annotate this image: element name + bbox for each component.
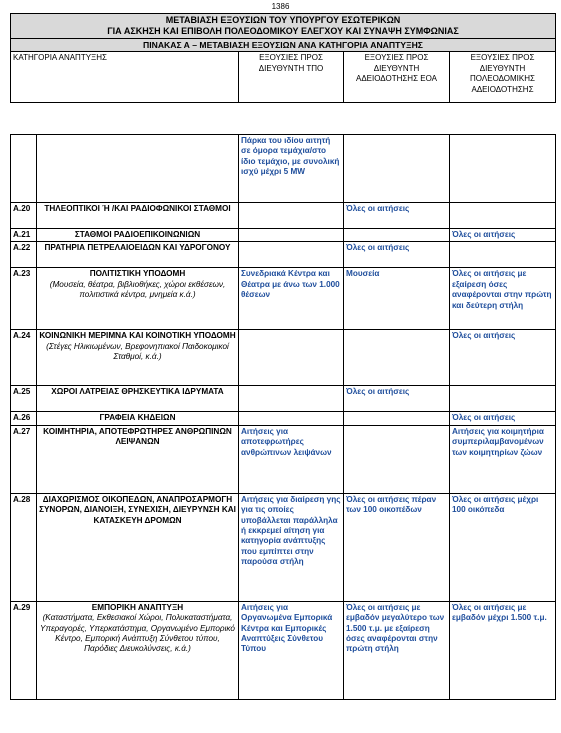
category-name: ΕΜΠΟΡΙΚΗ ΑΝΑΠΤΥΞΗ	[91, 602, 184, 612]
category-name: ΠΟΛΙΤΙΣΤΙΚΗ ΥΠΟΔΟΜΗ	[89, 269, 186, 279]
table-row	[11, 203, 556, 229]
table-row	[11, 330, 556, 386]
table-subtitle: ΠΙΝΑΚΑΣ Α – ΜΕΤΑΒΙΑΣΗ ΕΞΟΥΣΙΩΝ ΑΝΑ ΚΑΤΗΓΟΡΙΑ ΑΝΑΠΤΥΞΗΣ	[11, 39, 556, 52]
authority-eoa-cell: Όλες οι αιτήσεις πέραν των 100 οικοπέδων	[344, 493, 450, 601]
authority-tpo-cell	[239, 242, 344, 268]
authority-eoa-cell: Όλες οι αιτήσεις με εμβαδόν μεγαλύτερο των 1.500 τ.μ. με εξαίρεση όσες αναφέρονται στην πρώτη στήλη	[344, 601, 450, 699]
category-name-cell	[37, 268, 239, 330]
category-name-cell	[37, 493, 239, 601]
authority-tpo-cell	[239, 330, 344, 386]
column-header-eoa: ΕΞΟΥΣΙΕΣ ΠΡΟΣ ΔΙΕΥΘΥΝΤΗ ΑΔΕΙΟΔΟΤΗΣΗΣ ΕΟΑ	[344, 52, 450, 103]
categories-table	[10, 134, 556, 700]
authority-tpo-cell	[239, 412, 344, 425]
authority-tpo-cell: Αιτήσεις για αποτεφρωτήρες ανθρώπινων λειψάνων	[239, 425, 344, 493]
category-name-cell	[37, 135, 239, 203]
category-examples: (Στέγες Ηλικιωμένων, Βρεφονηπιακοί Παιδοκομικοί Σταθμοί, κ.ά.)	[46, 341, 229, 362]
authority-tpo-cell	[239, 203, 344, 229]
category-name-cell	[37, 229, 239, 242]
authority-poleod-cell	[450, 135, 556, 203]
category-code: Α.20	[11, 203, 37, 229]
table-row	[11, 229, 556, 242]
category-name-cell	[37, 412, 239, 425]
category-name: ΧΩΡΟΙ ΛΑΤΡΕΙΑΣ ΘΡΗΣΚΕΥΤΙΚΑ ΙΔΡΥΜΑΤΑ	[51, 387, 224, 397]
category-name: ΤΗΛΕΟΠΤΙΚΟΙ Ή /ΚΑΙ ΡΑΔΙΟΦΩΝΙΚΟΙ ΣΤΑΘΜΟΙ	[44, 204, 231, 213]
table-row	[11, 135, 556, 203]
table-row	[11, 242, 556, 268]
authority-poleod-cell: Όλες οι αιτήσεις	[450, 412, 556, 425]
authority-tpo-cell	[239, 386, 344, 412]
category-name: ΓΡΑΦΕΙΑ ΚΗΔΕΙΩΝ	[99, 413, 176, 423]
category-name-cell	[37, 601, 239, 699]
category-code	[11, 135, 37, 203]
category-code: Α.27	[11, 425, 37, 493]
category-code: Α.28	[11, 493, 37, 601]
column-header-tpo: ΕΞΟΥΣΙΕΣ ΠΡΟΣ ΔΙΕΥΘΥΝΤΗ ΤΠΟ	[239, 52, 344, 103]
table-row	[11, 493, 556, 601]
table-row	[11, 425, 556, 493]
authority-eoa-cell	[344, 412, 450, 425]
authority-poleod-cell	[450, 386, 556, 412]
authority-eoa-cell: Όλες οι αιτήσεις	[344, 203, 450, 229]
column-header-category: ΚΑΤΗΓΟΡΙΑ ΑΝΑΠΤΥΞΗΣ	[11, 52, 239, 103]
authority-tpo-cell: Αιτήσεις για Οργανωμένα Εμπορικά Κέντρα και Εμπορικές Αναπτύξεις Σύνθετου Τύπου	[239, 601, 344, 699]
category-examples: (Μουσεία, θέατρα, βιβλιοθήκες, χώροι εκθέσεων, πολιτιστικά κέντρα, μνημεία κ.ά.)	[49, 279, 226, 300]
category-name: ΣΤΑΘΜΟΙ ΡΑΔΙΟΕΠΙΚΟΙΝΩΝΙΩΝ	[74, 230, 201, 239]
category-code: Α.22	[11, 242, 37, 268]
authority-poleod-cell: Όλες οι αιτήσεις	[450, 330, 556, 386]
authority-poleod-cell: Όλες οι αιτήσεις	[450, 229, 556, 242]
authority-eoa-cell	[344, 135, 450, 203]
header-table	[10, 13, 556, 103]
page-number: 1386	[271, 2, 290, 11]
table-row	[11, 386, 556, 412]
category-code: Α.29	[11, 601, 37, 699]
authority-poleod-cell	[450, 203, 556, 229]
category-name-cell	[37, 203, 239, 229]
authority-tpo-cell: Συνεδριακά Κέντρα και Θέατρα με άνω των 1.000 θέσεων	[239, 268, 344, 330]
category-code: Α.25	[11, 386, 37, 412]
category-examples: (Καταστήματα, Εκθεσιακοί Χώροι, Πολυκαταστήματα, Υπεραγορές, Υπερκατάστημα, Οργανωμένο Εμπορικό Κέντρο, Εμπορική Ανάπτυξη Σύνθετου τύπου, Παρόδιες Διευκολύνσεις, κ.ά.)	[40, 613, 235, 654]
category-name-cell	[37, 425, 239, 493]
authority-eoa-cell	[344, 425, 450, 493]
category-name: ΚΟΙΜΗΤΗΡΙΑ, ΑΠΟΤΕΦΡΩΤΗΡΕΣ ΑΝΘΡΩΠΙΝΩΝ ΛΕΙΨΑΝΩΝ	[43, 426, 232, 447]
authority-poleod-cell: Όλες οι αιτήσεις με εξαίρεση όσες αναφέρονται στην πρώτη και δεύτερη στήλη	[450, 268, 556, 330]
category-name: ΠΡΑΤΗΡΙΑ ΠΕΤΡΕΛΑΙΟΕΙΔΩΝ ΚΑΙ ΥΔΡΟΓΟΝΟΥ	[44, 243, 231, 253]
authority-eoa-cell	[344, 229, 450, 242]
authority-poleod-cell	[450, 242, 556, 268]
table-row	[11, 412, 556, 425]
document-title	[11, 14, 556, 39]
category-name-cell	[37, 386, 239, 412]
authority-poleod-cell: Όλες οι αιτήσεις με εμβαδόν μέχρι 1.500 τ.μ.	[450, 601, 556, 699]
authority-eoa-cell	[344, 330, 450, 386]
title-line-2: ΓΙΑ ΑΣΚΗΣΗ ΚΑΙ ΕΠΙΒΟΛΗ ΠΟΛΕΟΔΟΜΙΚΟΥ ΕΛΕΓΧΟΥ ΚΑΙ ΣΥΝΑΨΗ ΣΥΜΦΩΝΙΑΣ	[107, 26, 459, 36]
category-name-cell	[37, 242, 239, 268]
column-header-poleod: ΕΞΟΥΣΙΕΣ ΠΡΟΣ ΔΙΕΥΘΥΝΤΗ ΠΟΛΕΟΔΟΜΙΚΗΣ ΑΔΕΙΟΔΟΤΗΣΗΣ	[450, 52, 556, 103]
authority-poleod-cell: Όλες οι αιτήσεις μέχρι 100 οικόπεδα	[450, 493, 556, 601]
category-name-cell	[37, 330, 239, 386]
authority-eoa-cell: Μουσεία	[344, 268, 450, 330]
authority-eoa-cell: Όλες οι αιτήσεις	[344, 242, 450, 268]
authority-poleod-cell: Αιτήσεις για κοιμητήρια συμπεριλαμβανομένων των κοιμητηρίων ζώων	[450, 425, 556, 493]
authority-eoa-cell: Όλες οι αιτήσεις	[344, 386, 450, 412]
category-code: Α.26	[11, 412, 37, 425]
table-row	[11, 601, 556, 699]
category-name: ΔΙΑΧΩΡΙΣΜΟΣ ΟΙΚΟΠΕΔΩΝ, ΑΝΑΠΡΟΣΑΡΜΟΓΗ ΣΥΝΟΡΩΝ, ΔΙΑΝΟΙΞΗ, ΣΥΝΕΧΙΣΗ, ΔΙΕΥΡΥΝΣΗ ΚΑΙ ΚΑΤΑΣΚΕΥΗ ΔΡΟΜΩΝ	[39, 494, 236, 525]
category-name: ΚΟΙΝΩΝΙΚΗ ΜΕΡΙΜΝΑ ΚΑΙ ΚΟΙΝΟΤΙΚΗ ΥΠΟΔΟΜΗ	[39, 331, 236, 341]
table-row	[11, 268, 556, 330]
title-line-1: ΜΕΤΑΒΙΑΣΗ ΕΞΟΥΣΙΩΝ ΤΟΥ ΥΠΟΥΡΓΟΥ ΕΣΩΤΕΡΙΚΩΝ	[165, 15, 401, 25]
category-code: Α.24	[11, 330, 37, 386]
authority-tpo-cell	[239, 229, 344, 242]
category-code: Α.23	[11, 268, 37, 330]
category-code: Α.21	[11, 229, 37, 242]
authority-tpo-cell: Πάρκα του ιδίου αιτητή σε όμορα τεμάχια/στο ίδιο τεμάχιο, με συνολική ισχύ μέχρι 5 MW	[239, 135, 344, 203]
authority-tpo-cell: Αιτήσεις για διαίρεση γης για τις οποίες υποβάλλεται παράλληλα ή εκκρεμεί αίτηση για κατηγορία ανάπτυξης που εμπίπτει στην παρούσα στήλη	[239, 493, 344, 601]
